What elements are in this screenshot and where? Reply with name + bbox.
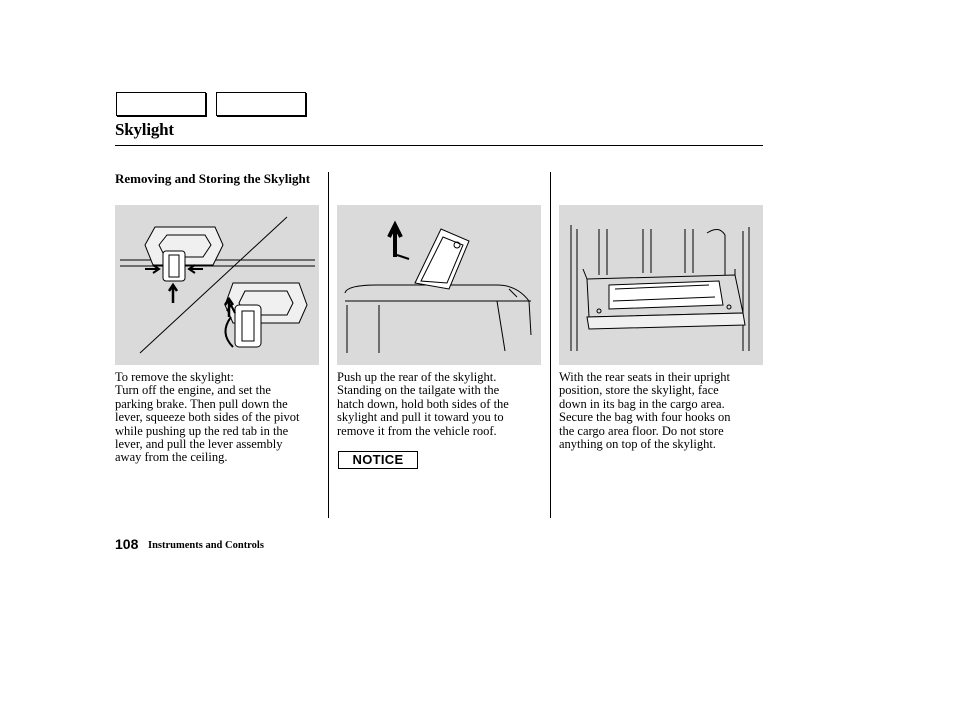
title-divider bbox=[115, 145, 763, 146]
text-line: remove it from the vehicle roof. bbox=[337, 423, 497, 438]
column-2-text bbox=[337, 371, 549, 438]
text-line: With the rear seats in their upright bbox=[559, 370, 730, 384]
skylight-storage-illustration bbox=[559, 205, 763, 365]
text-line: while pushing up the red tab in the bbox=[115, 423, 289, 438]
page-title: Skylight bbox=[115, 120, 174, 139]
text-line: lever, squeeze both sides of the pivot bbox=[115, 410, 300, 425]
text-line: anything on top of the skylight. bbox=[559, 437, 716, 452]
text-line: position, store the skylight, face bbox=[559, 383, 719, 398]
skylight-lift-illustration bbox=[337, 205, 541, 365]
text-line: the cargo area floor. Do not store bbox=[559, 423, 724, 438]
text-line: hatch down, hold both sides of the bbox=[337, 396, 509, 411]
column-1-text bbox=[115, 371, 327, 465]
text-line: Turn off the engine, and set the bbox=[115, 383, 271, 398]
text-line: down in its bag in the cargo area. bbox=[559, 396, 725, 411]
text-line: Secure the bag with four hooks on bbox=[559, 410, 731, 425]
text-line: skylight and pull it toward you to bbox=[337, 410, 504, 425]
text-line: lever, and pull the lever assembly bbox=[115, 437, 283, 452]
notice-label[interactable]: NOTICE bbox=[338, 451, 418, 469]
column-divider-2 bbox=[550, 172, 551, 518]
text-line: Push up the rear of the skylight. bbox=[337, 370, 497, 384]
section-subheading: Removing and Storing the Skylight bbox=[115, 171, 311, 186]
nav-button-next[interactable] bbox=[216, 92, 306, 116]
text-line: parking brake. Then pull down the bbox=[115, 396, 288, 411]
section-name: Instruments and Controls bbox=[148, 540, 264, 551]
nav-button-prev[interactable] bbox=[116, 92, 206, 116]
text-line: away from the ceiling. bbox=[115, 450, 228, 465]
page-number: 108 bbox=[115, 536, 139, 552]
lever-removal-illustration bbox=[115, 205, 319, 365]
text-line: To remove the skylight: bbox=[115, 370, 234, 384]
column-divider-1 bbox=[328, 172, 329, 518]
text-line: Standing on the tailgate with the bbox=[337, 383, 500, 398]
column-3-text bbox=[559, 371, 771, 451]
